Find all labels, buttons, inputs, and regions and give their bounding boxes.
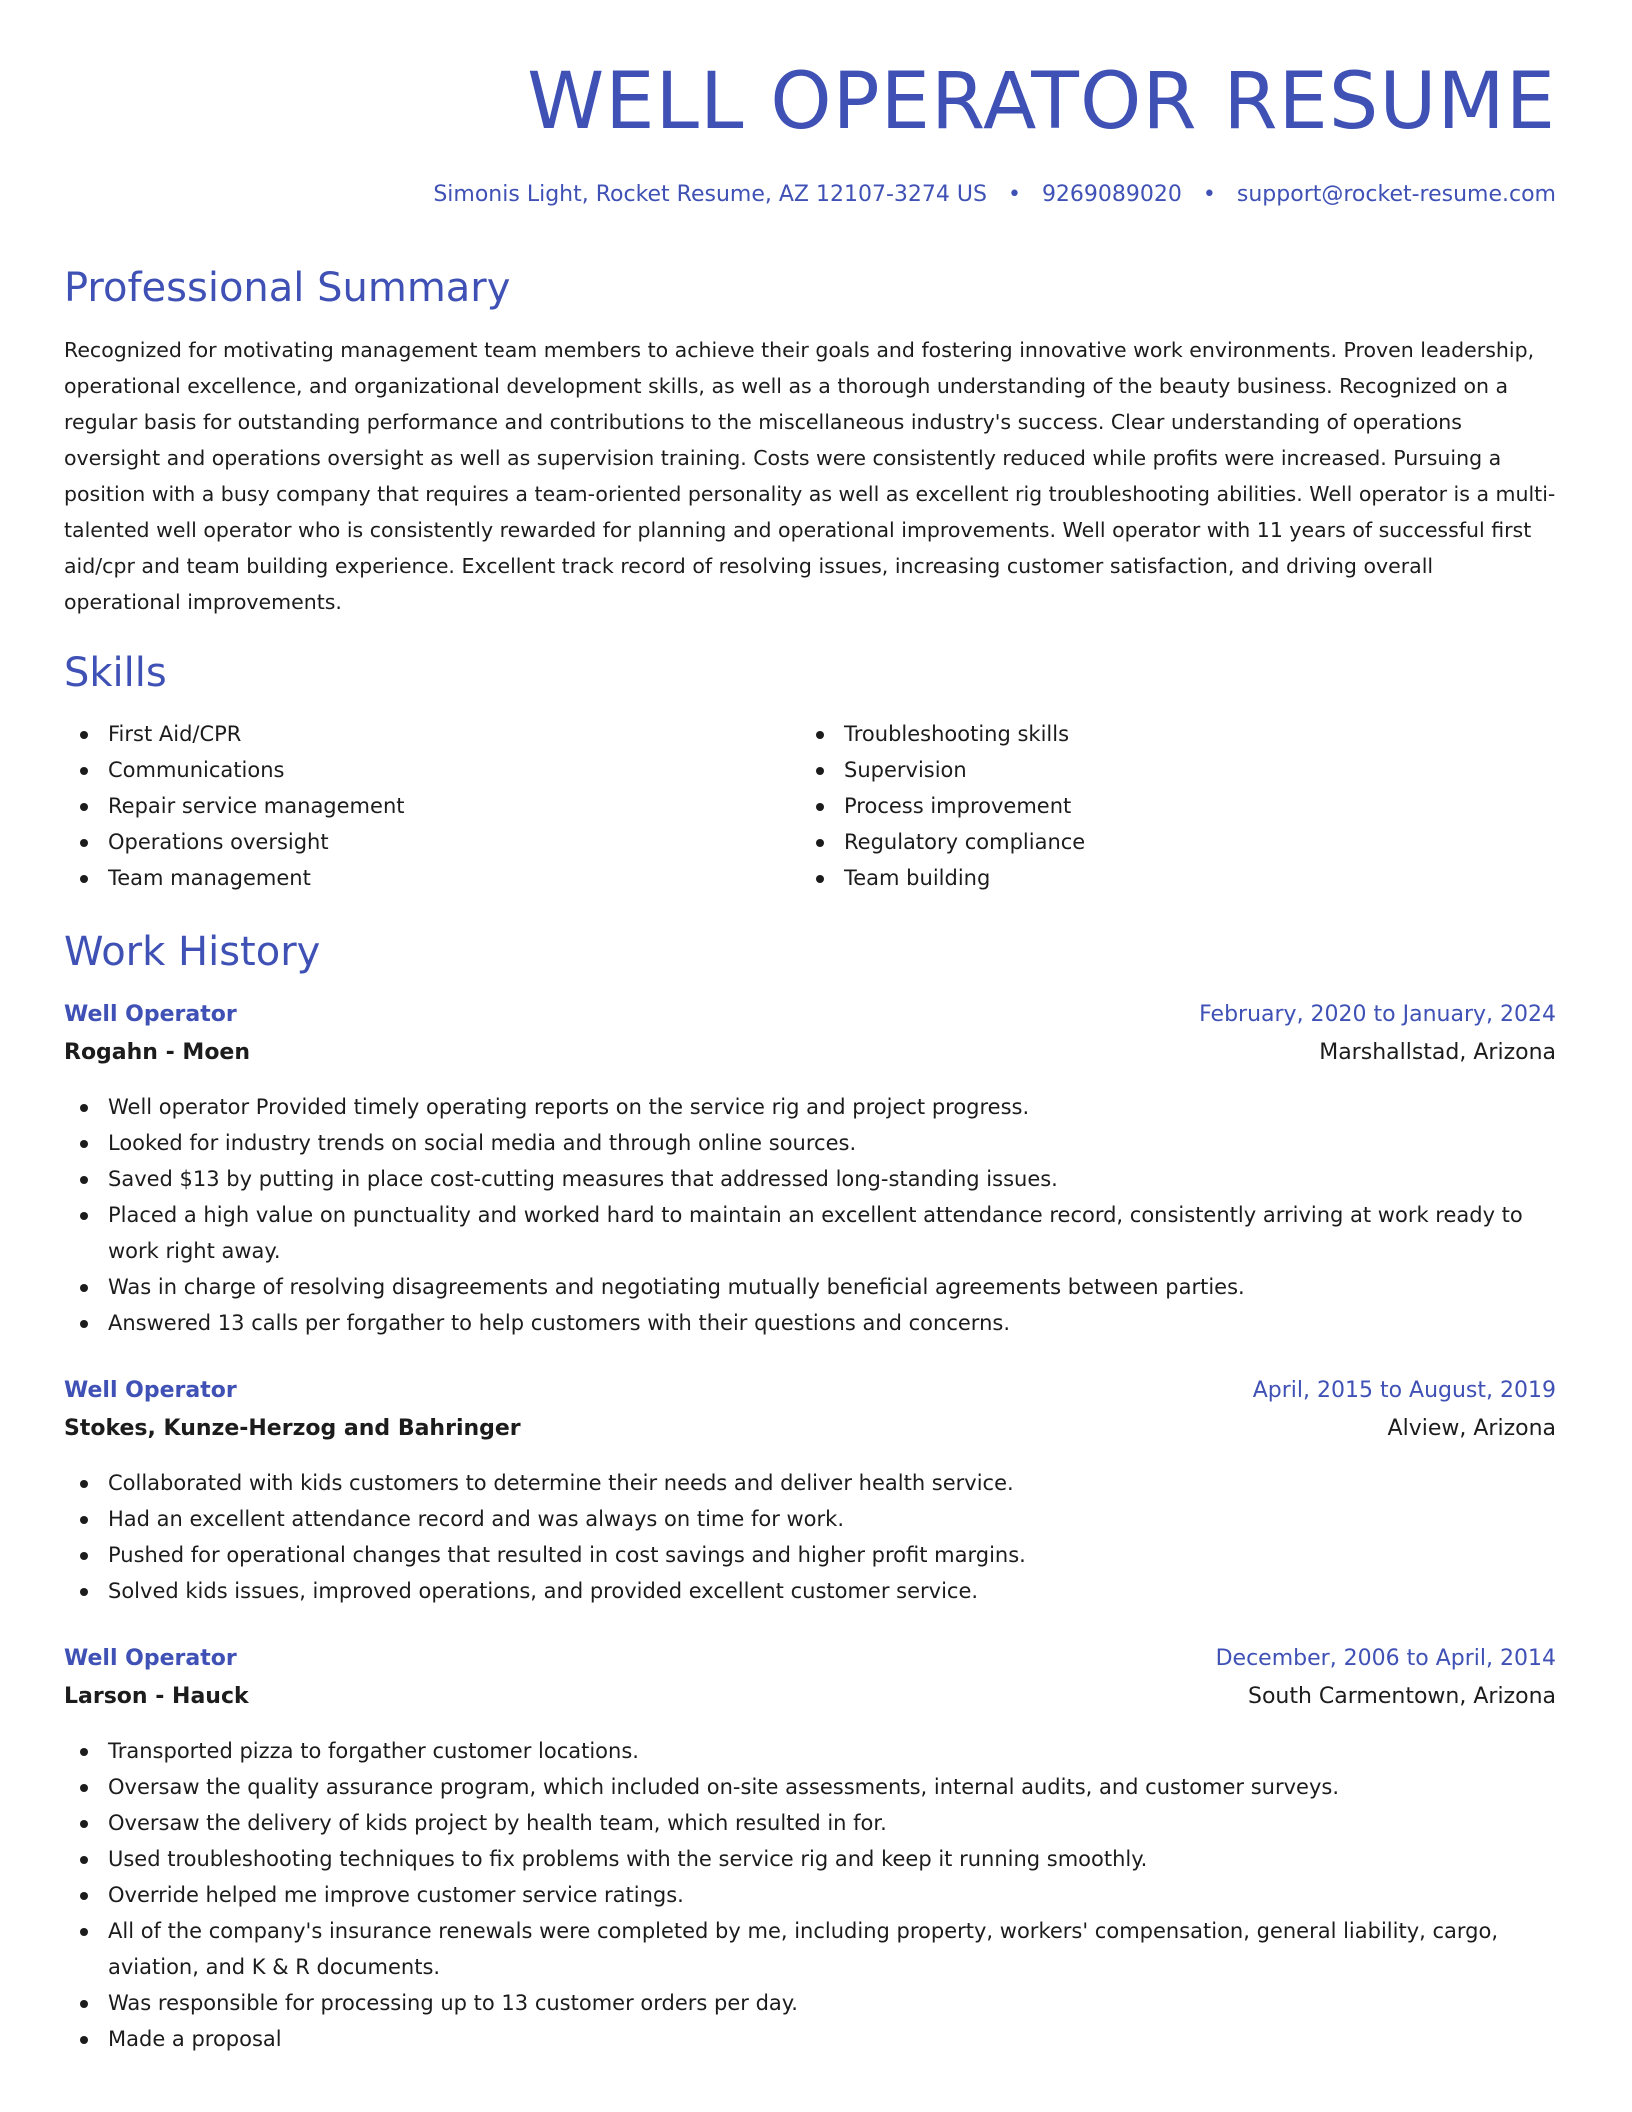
job-company: Larson - Hauck <box>64 1684 249 1709</box>
skill-item: Process improvement <box>800 788 1500 824</box>
job-bullet: Solved kids issues, improved operations, and provided excellent customer service. <box>64 1573 1556 1609</box>
job-location: South Carmentown, Arizona <box>1248 1684 1556 1709</box>
job-bullet: All of the company's insurance renewals were completed by me, including property, workers' compensation, general liability, cargo, aviation, and K & R documents. <box>64 1913 1556 1985</box>
skills-list-left <box>64 716 764 896</box>
skill-item: Supervision <box>800 752 1500 788</box>
job-entry <box>64 997 1556 1341</box>
job-title: Well Operator <box>64 1002 237 1027</box>
skill-item: Repair service management <box>64 788 764 824</box>
skill-item: Team management <box>64 860 764 896</box>
contact-phone: 9269089020 <box>1041 182 1182 207</box>
job-entry <box>64 1641 1556 2057</box>
job-dates: April, 2015 to August, 2019 <box>1252 1378 1556 1403</box>
work-history-heading: Work History <box>64 929 321 975</box>
summary-text: Recognized for motivating management team members to achieve their goals and fostering innovative work environments. Proven leadership, operational excellence, and organizational development skills, as well as a thorough understanding of the beauty business. Recognized on a regular basis for outstanding performance and contributions to the miscellaneous industry's success. Clear understanding of operations oversight and operations oversight as well as supervision training. Costs were consistently reduced while profits were increased. Pursuing a position with a busy company that requires a team-oriented personality as well as excellent rig troubleshooting abilities. Well operator is a multi-talented well operator who is consistently rewarded for planning and operational improvements. Well operator with 11 years of successful first aid/cpr and team building experience. Excellent track record of resolving issues, increasing customer satisfaction, and driving overall operational improvements. <box>64 338 1556 614</box>
contact-address: Simonis Light, Rocket Resume, AZ 12107-3274 US <box>433 182 987 207</box>
job-company: Rogahn - Moen <box>64 1040 251 1065</box>
job-bullet: Looked for industry trends on social media and through online sources. <box>64 1125 1556 1161</box>
job-bullets <box>64 1089 1556 1341</box>
skill-item: Communications <box>64 752 764 788</box>
job-dates: February, 2020 to January, 2024 <box>1199 1002 1556 1027</box>
resume-title: WELL OPERATOR RESUME <box>527 57 1556 147</box>
skill-item: Regulatory compliance <box>800 824 1500 860</box>
skills-heading: Skills <box>64 650 167 696</box>
job-bullet: Used troubleshooting techniques to fix problems with the service rig and keep it running smoothly. <box>64 1841 1556 1877</box>
job-bullet: Oversaw the quality assurance program, which included on-site assessments, internal audits, and customer surveys. <box>64 1769 1556 1805</box>
job-bullet: Placed a high value on punctuality and worked hard to maintain an excellent attendance record, consistently arriving at work ready to work right away. <box>64 1197 1556 1269</box>
job-bullets <box>64 1465 1556 1609</box>
contact-email: support@rocket-resume.com <box>1236 182 1556 207</box>
job-bullet: Was responsible for processing up to 13 customer orders per day. <box>64 1985 1556 2021</box>
skill-item: Team building <box>800 860 1500 896</box>
skill-item: Operations oversight <box>64 824 764 860</box>
contact-line <box>433 178 1556 212</box>
job-bullet: Pushed for operational changes that resulted in cost savings and higher profit margins. <box>64 1537 1556 1573</box>
job-location: Alview, Arizona <box>1387 1416 1556 1441</box>
contact-separator: • <box>1202 182 1216 207</box>
skill-item: First Aid/CPR <box>64 716 764 752</box>
summary-heading: Professional Summary <box>64 265 511 311</box>
job-bullet: Was in charge of resolving disagreements and negotiating mutually beneficial agreements between parties. <box>64 1269 1556 1305</box>
job-bullet: Transported pizza to forgather customer locations. <box>64 1733 1556 1769</box>
job-bullets <box>64 1733 1556 2057</box>
job-entry <box>64 1373 1556 1609</box>
skills-list-right <box>800 716 1500 896</box>
skill-item: Troubleshooting skills <box>800 716 1500 752</box>
job-bullet: Oversaw the delivery of kids project by health team, which resulted in for. <box>64 1805 1556 1841</box>
job-bullet: Made a proposal <box>64 2021 1556 2057</box>
job-company: Stokes, Kunze-Herzog and Bahringer <box>64 1416 521 1441</box>
job-bullet: Had an excellent attendance record and was always on time for work. <box>64 1501 1556 1537</box>
job-bullet: Saved $13 by putting in place cost-cutting measures that addressed long-standing issues. <box>64 1161 1556 1197</box>
job-bullet: Well operator Provided timely operating reports on the service rig and project progress. <box>64 1089 1556 1125</box>
job-bullet: Override helped me improve customer service ratings. <box>64 1877 1556 1913</box>
job-title: Well Operator <box>64 1646 237 1671</box>
job-location: Marshallstad, Arizona <box>1319 1040 1556 1065</box>
job-dates: December, 2006 to April, 2014 <box>1215 1646 1556 1671</box>
job-bullet: Answered 13 calls per forgather to help customers with their questions and concerns. <box>64 1305 1556 1341</box>
contact-separator: • <box>1007 182 1021 207</box>
job-bullet: Collaborated with kids customers to determine their needs and deliver health service. <box>64 1465 1556 1501</box>
job-title: Well Operator <box>64 1378 237 1403</box>
